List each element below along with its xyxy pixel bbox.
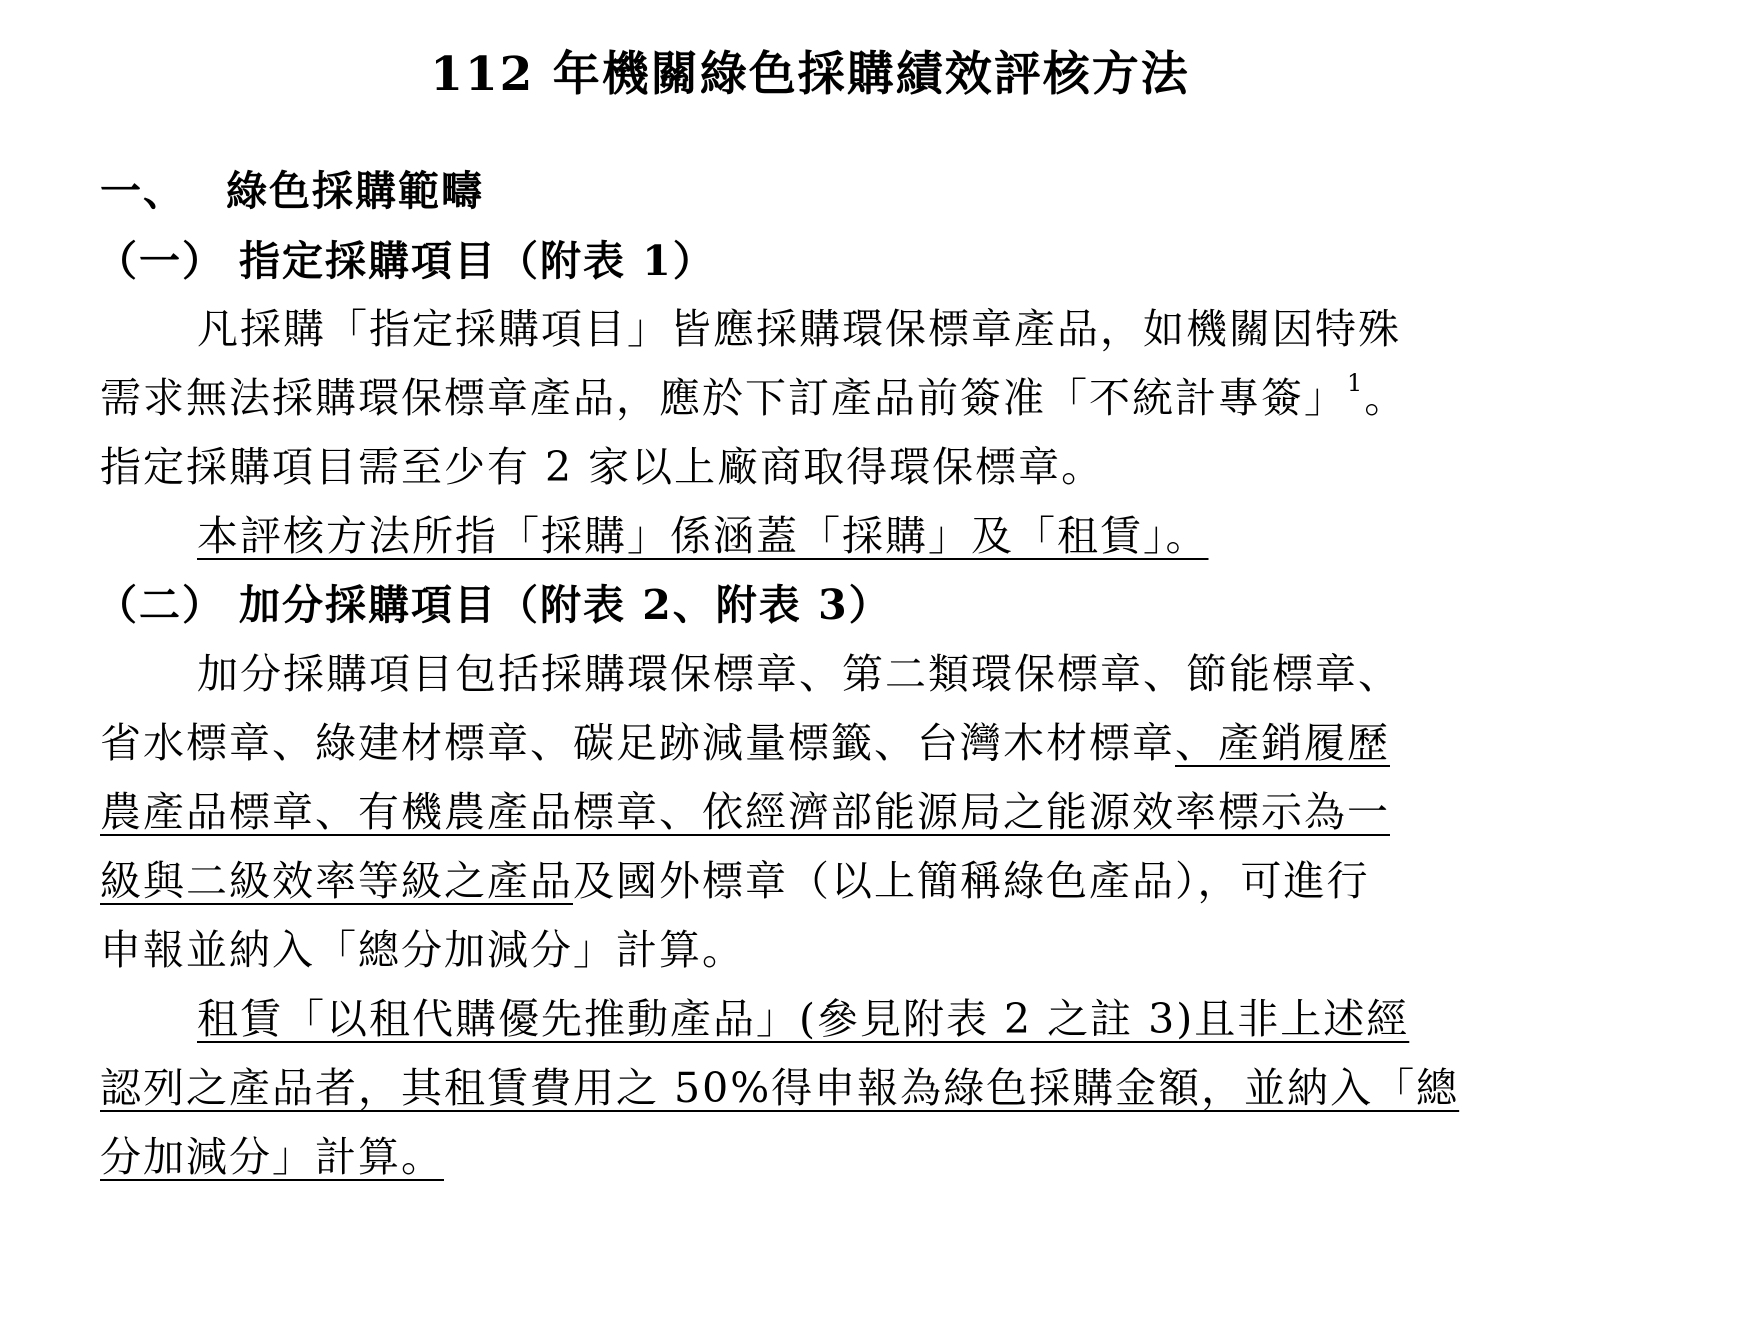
paragraph-line: 申報並納入「總分加減分」計算。: [100, 926, 745, 974]
underlined-text: 、產銷履歷: [1175, 719, 1390, 767]
underlined-text: 農產品標章、有機農產品標章、依經濟部能源局之能源效率標示為一: [100, 788, 1390, 836]
paragraph-line: [100, 1128, 1520, 1186]
paragraph-line: [100, 783, 1520, 841]
paragraph-line: 指定採購項目需至少有 2 家以上廠商取得環保標章。: [100, 443, 1105, 491]
subsection-title: 加分採購項目（附表 2、附表 3）: [239, 581, 892, 629]
paragraph-text: 及國外標章（以上簡稱綠色產品），可進行: [573, 857, 1370, 905]
paragraph-line: [100, 714, 1520, 772]
document-title: 112 年機關綠色採購績效評核方法: [430, 47, 1190, 102]
paragraph-line: [197, 990, 1617, 1048]
underlined-text: 本評核方法所指「採購」係涵蓋「採購」及「租賃」。: [197, 512, 1209, 560]
subsection-heading-2: [96, 576, 1516, 634]
paragraph-text: 需求無法採購環保標章產品，應於下訂產品前簽准「不統計專簽」: [100, 374, 1347, 422]
underlined-text: 租賃「以租代購優先推動產品」(參見附表 2 之註 3)且非上述經: [197, 995, 1410, 1043]
paragraph-line: [100, 1059, 1520, 1117]
underlined-text: 認列之產品者，其租賃費用之 50%得申報為綠色採購金額，並納入「總: [100, 1064, 1460, 1112]
paragraph-line: [197, 507, 1617, 565]
underlined-text: 級與二級效率等級之產品: [100, 857, 573, 905]
subsection-number: （二）: [96, 581, 225, 629]
subsection-heading-1: [96, 232, 1516, 290]
paragraph-line: [100, 852, 1520, 910]
paragraph-line: [100, 369, 1520, 427]
footnote-ref: 1: [1347, 369, 1365, 398]
paragraph-line: 凡採購「指定採購項目」皆應採購環保標章產品，如機關因特殊: [197, 305, 1401, 353]
paragraph-text: 省水標章、綠建材標章、碳足跡減量標籤、台灣木材標章: [100, 719, 1175, 767]
underlined-text: 分加減分」計算。: [100, 1133, 444, 1181]
subsection-number: （一）: [96, 237, 225, 285]
section-title: 綠色採購範疇: [226, 167, 484, 215]
section-heading-1: [100, 162, 1520, 220]
subsection-title: 指定採購項目（附表 1）: [239, 237, 716, 285]
paragraph-text: 。: [1364, 374, 1408, 422]
paragraph-line: 加分採購項目包括採購環保標章、第二類環保標章、節能標章、: [197, 650, 1401, 698]
section-number: 一、: [100, 167, 186, 215]
